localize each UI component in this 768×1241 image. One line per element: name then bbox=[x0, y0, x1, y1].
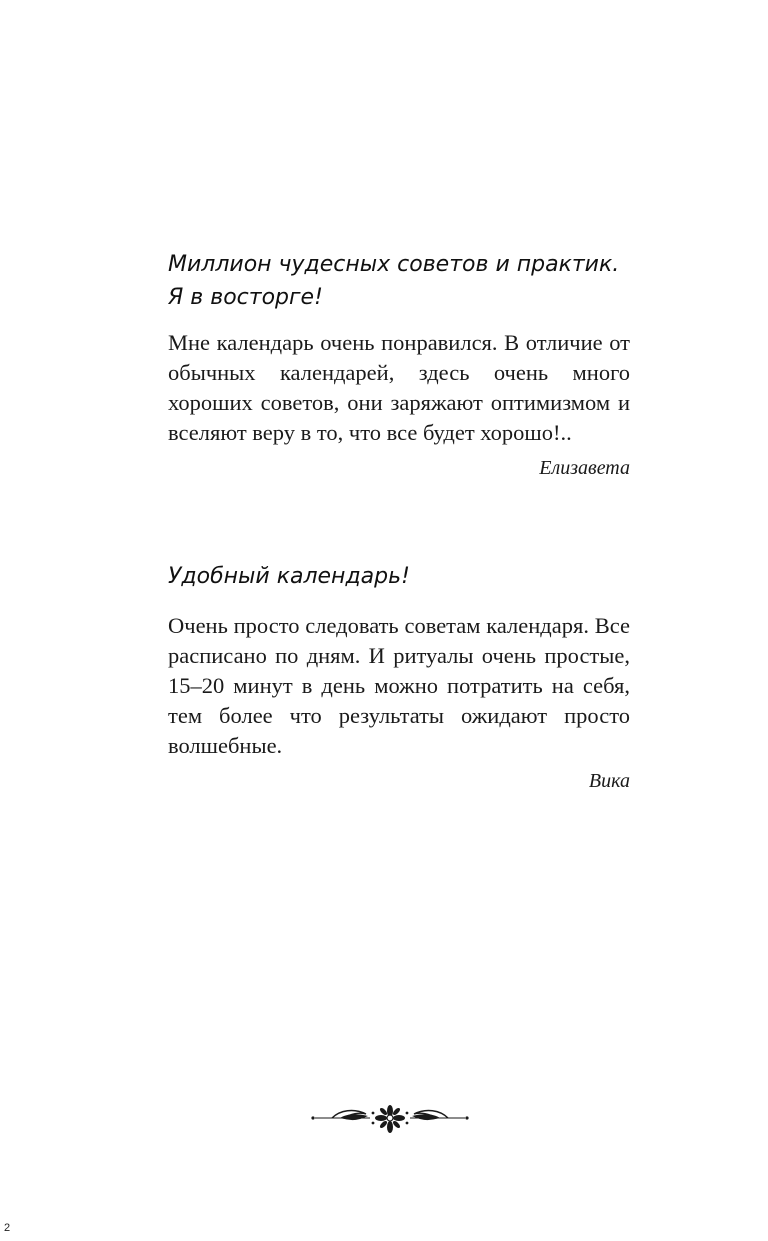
review-elizaveta bbox=[168, 248, 630, 482]
review-title-line-2: Я в восторге! bbox=[168, 285, 323, 310]
review-author: Елизавета bbox=[539, 457, 630, 479]
review-title bbox=[168, 560, 630, 593]
review-vika bbox=[168, 560, 630, 795]
review-title bbox=[168, 248, 630, 314]
review-title-line-1: Миллион чудесных советов и практик. bbox=[168, 252, 620, 277]
review-body: Мне календарь очень понравился. В отличие от обычных календарей, здесь очень много хороших советов, они заряжают оптимизмом и вселяют веру в то, что все будет хорошо!.. bbox=[168, 330, 630, 445]
page-number: 2 bbox=[4, 1222, 11, 1234]
floral-divider-icon bbox=[310, 1102, 470, 1136]
review-title-line-1: Удобный календарь! bbox=[168, 564, 410, 589]
review-body: Очень просто следовать советам календаря. Все расписано по дням. И ритуалы очень простые, 15–20 минут в день можно потратить на себя, тем более что результаты ожидают просто волшебные. bbox=[168, 613, 630, 758]
review-author: Вика bbox=[588, 770, 630, 792]
